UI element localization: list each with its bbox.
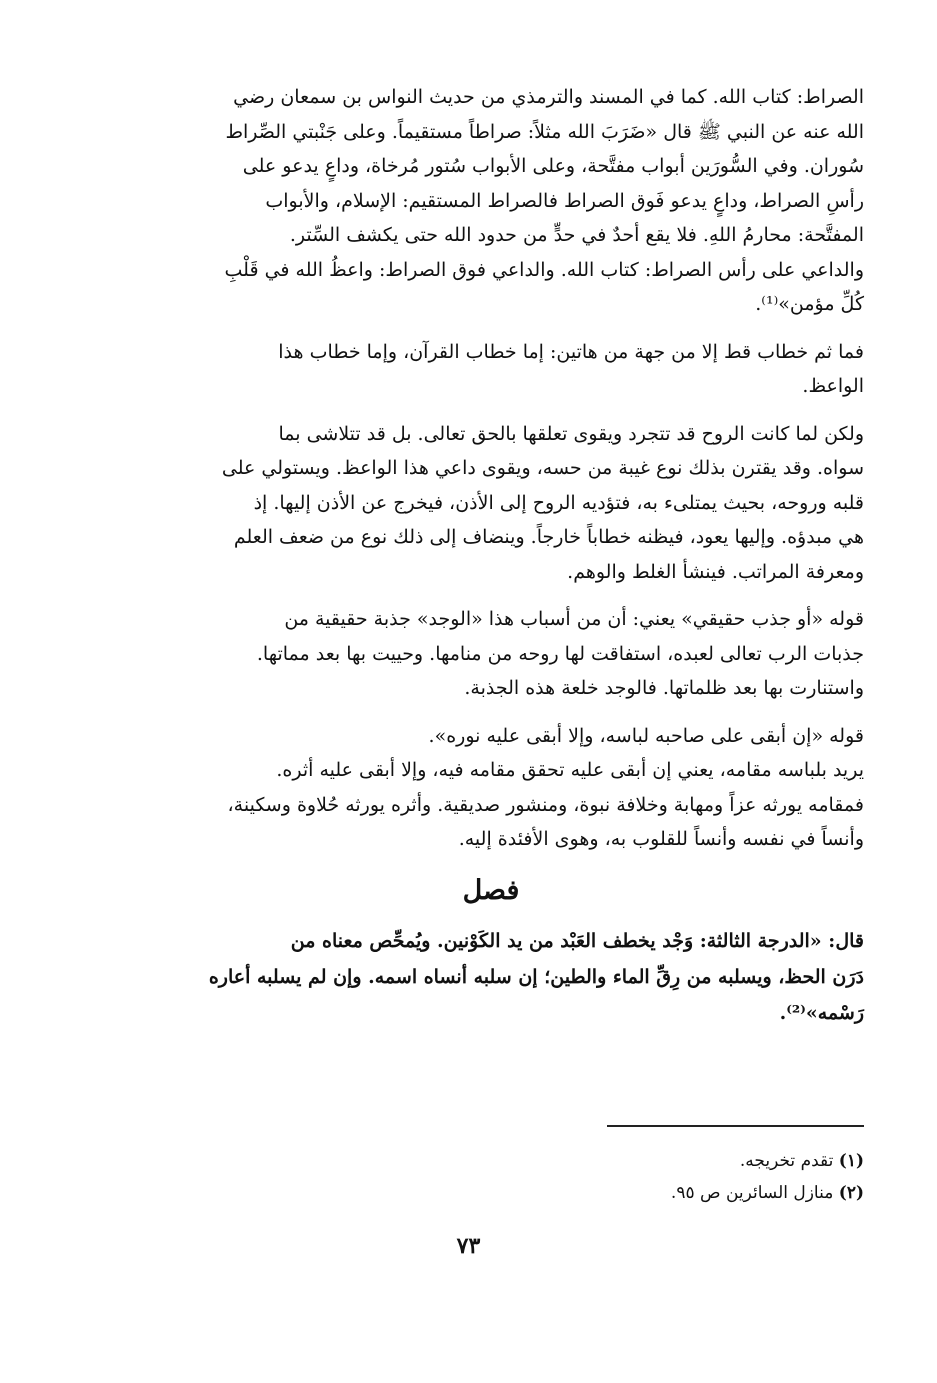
text-line: الواعظ. xyxy=(802,375,864,397)
text-line: قوله «إن أبقى على صاحبه لباسه، وإلا أبقى عليه نوره». xyxy=(428,724,864,747)
footnote-text: منازل السائرين ص ٩٥. xyxy=(670,1183,834,1203)
quote-third-degree xyxy=(118,923,864,1031)
footnote-text: تقدم تخريجه. xyxy=(739,1151,834,1171)
text-line: كُلِّ مؤمن»⁽¹⁾. xyxy=(755,293,864,315)
paragraph-hadith xyxy=(118,80,864,322)
paragraph-ruh xyxy=(118,417,864,590)
text-line: قلبه وروحه، بحيث يمتلىء به، فتؤديه الروح إلى الأذن، فيخرج عن الأذن إليها. إذ xyxy=(253,491,864,514)
text-line: المفتَّحة: محارمُ اللهِ. فلا يقع أحدٌ في حدٍّ من حدود الله حتى يكشف السِّتر. xyxy=(289,224,864,246)
text-line: وأنساً في نفسه وأنساً للقلوب به، وهوى الأفئدة إليه. xyxy=(458,828,864,850)
text-line: ولكن لما كانت الروح قد تتجرد ويقوى تعلقها بالحق تعالى. بل قد تتلاشى بما xyxy=(278,422,864,445)
text-line: سُوران. وفي السُّورَين أبواب مفتَّحة، وعلى الأبواب سُتور مُرخاة، وداعٍ يدعو على xyxy=(242,155,864,177)
page-number: ٧٣ xyxy=(456,1233,481,1259)
section-heading: فصل xyxy=(462,874,520,906)
footnote-divider xyxy=(607,1125,864,1127)
text-line: واستنارت بها بعد ظلماتها. فالوجد خلعة هذه الجذبة. xyxy=(464,677,864,699)
text-line: قال: «الدرجة الثالثة: وَجْد يخطف العَبْد من يد الكَوْنين. ويُمحِّص معناه من xyxy=(290,929,864,952)
paragraph-khitab xyxy=(118,335,864,404)
footnotes xyxy=(118,1145,864,1209)
text-line: والداعي على رأس الصراط: كتاب الله. والداعي فوق الصراط: واعظُ الله في قَلْبِ xyxy=(224,258,864,281)
text-line: فمقامه يورثه عزاً ومهابة وخلافة نبوة، ومنشور صديقية. وأثره يورثه حُلاوة وسكينة، xyxy=(227,793,864,816)
text-line: سواه. وقد يقترن بذلك نوع غيبة من حسه، ويقوى داعي هذا الواعظ. ويستولي على xyxy=(221,457,864,479)
footnote-item xyxy=(118,1145,864,1177)
text-line: الصراط: كتاب الله. كما في المسند والترمذي من حديث النواس بن سمعان رضي xyxy=(233,86,864,108)
text-line: يريد بلباسه مقامه، يعني إن أبقى عليه تحقق مقامه فيه، وإلا أبقى عليه أثره. xyxy=(276,759,864,781)
text-line: جذبات الرب تعالى لعبده، استفاقت لها روحه من منامها. وحييت بها بعد مماتها. xyxy=(256,642,864,665)
paragraph-jadhb xyxy=(118,602,864,706)
paragraph-libas xyxy=(118,719,864,754)
footnote-item xyxy=(118,1177,864,1209)
text-line: هي مبدؤه. وإليها يعود، فيظنه خطاباً خارجاً. وينضاف إلى ذلك نوع من ضعف العلم xyxy=(233,526,864,548)
paragraph-maqam xyxy=(118,753,864,857)
text-line: فما ثم خطاب قط إلا من جهة من هاتين: إما خطاب القرآن، وإما خطاب هذا xyxy=(278,340,864,363)
text-line: رَسْمه»⁽²⁾. xyxy=(779,1001,864,1024)
footnote-number: (١) xyxy=(838,1151,864,1171)
text-line: دَرَن الحظ، ويسلبه من رِقِّ الماء والطين؛ إن سلبه أنساه اسمه. وإن لم يسلبه أعاره xyxy=(208,965,864,988)
page-body xyxy=(118,80,864,1031)
footnote-number: (٢) xyxy=(838,1183,864,1203)
text-line: رأسِ الصراط، وداعٍ يدعو فَوق الصراط فالصراط المستقيم: الإسلام، والأبواب xyxy=(265,189,864,212)
text-line: الله عنه عن النبي ﷺ قال «ضَرَبَ الله مثلاً: صراطاً مستقيماً. وعلى جَنْبتي الصِّراط xyxy=(225,120,864,143)
text-line: ومعرفة المراتب. فينشأ الغلط والوهم. xyxy=(567,560,864,583)
text-line: قوله «أو جذب حقيقي» يعني: أن من أسباب هذا «الوجد» جذبة حقيقية من xyxy=(284,608,864,630)
